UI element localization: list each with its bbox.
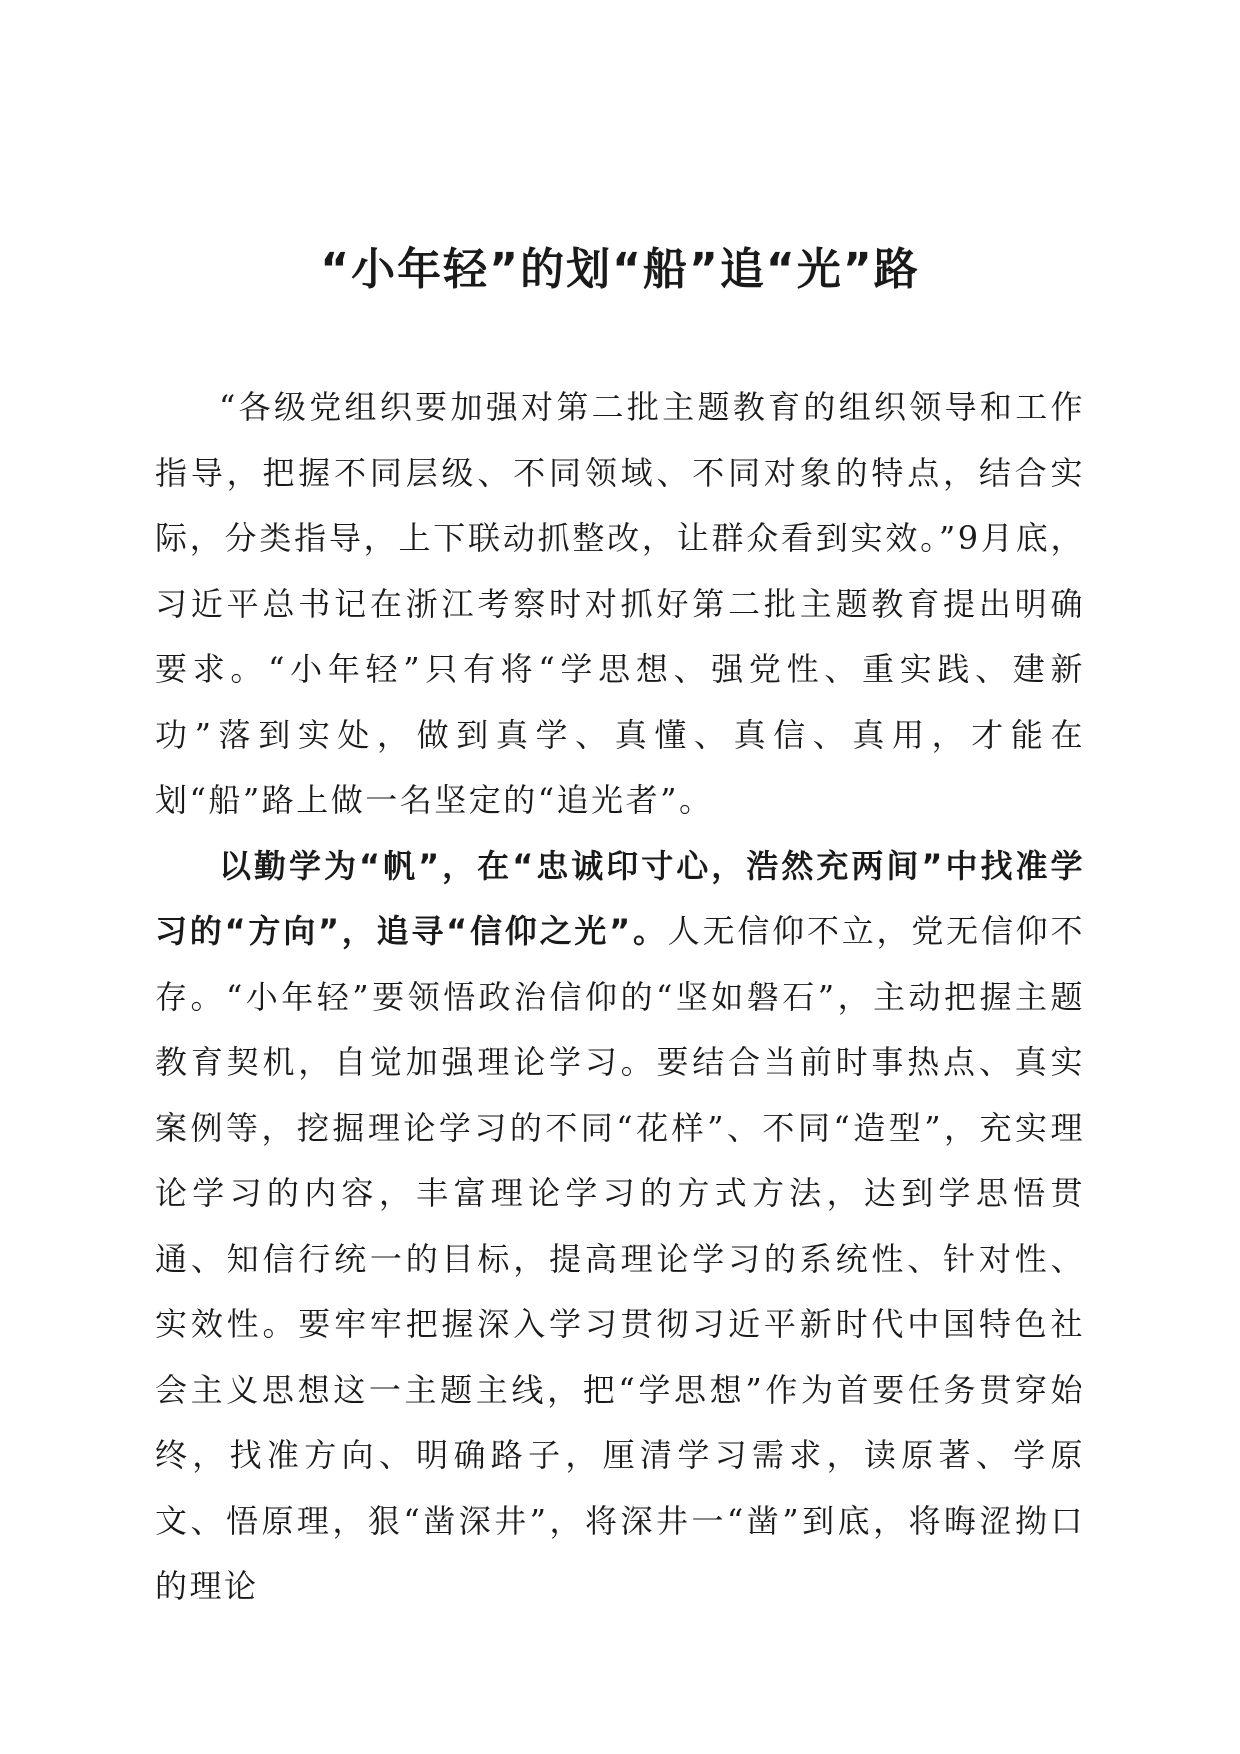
- page-title: “小年轻”的划“船”追“光”路: [320, 244, 920, 295]
- paragraph-intro: [155, 375, 1085, 834]
- paragraph-study-lead: 以勤学为“帆”，在“忠诚印寸心，浩然充两间”中找准学习的“方向”，追寻“信仰之光”。: [155, 846, 1085, 950]
- paragraph-intro-text: “各级党组织要加强对第二批主题教育的组织领导和工作指导，把握不同层级、不同领域、不同对象的特点，结合实际，分类指导，上下联动抓整改，让群众看到实效。”9月底，习近平总书记在浙江考察时对抓好第二批主题教育提出明确要求。“小年轻”只有将“学思想、强党性、重实践、建新功”落到实处，做到真学、真懂、真信、真用，才能在划“船”路上做一名坚定的“追光者”。: [155, 388, 1085, 819]
- paragraph-study: [155, 834, 1085, 1620]
- document-body: [155, 375, 1085, 1620]
- paragraph-study-text: 人无信仰不立，党无信仰不存。“小年轻”要领悟政治信仰的“坚如磐石”，主动把握主题教育契机，自觉加强理论学习。要结合当前时事热点、真实案例等，挖掘理论学习的不同“花样”、不同“造型”，充实理论学习的内容，丰富理论学习的方式方法，达到学思悟贯通、知信行统一的目标，提高理论学习的系统性、针对性、实效性。要牢牢把握深入学习贯彻习近平新时代中国特色社会主义思想这一主题主线，把“学思想”作为首要任务贯穿始终，找准方向、明确路子，厘清学习需求，读原著、学原文、悟原理，狠“凿深井”，将深井一“凿”到底，将晦涩拗口的理论: [155, 912, 1085, 1605]
